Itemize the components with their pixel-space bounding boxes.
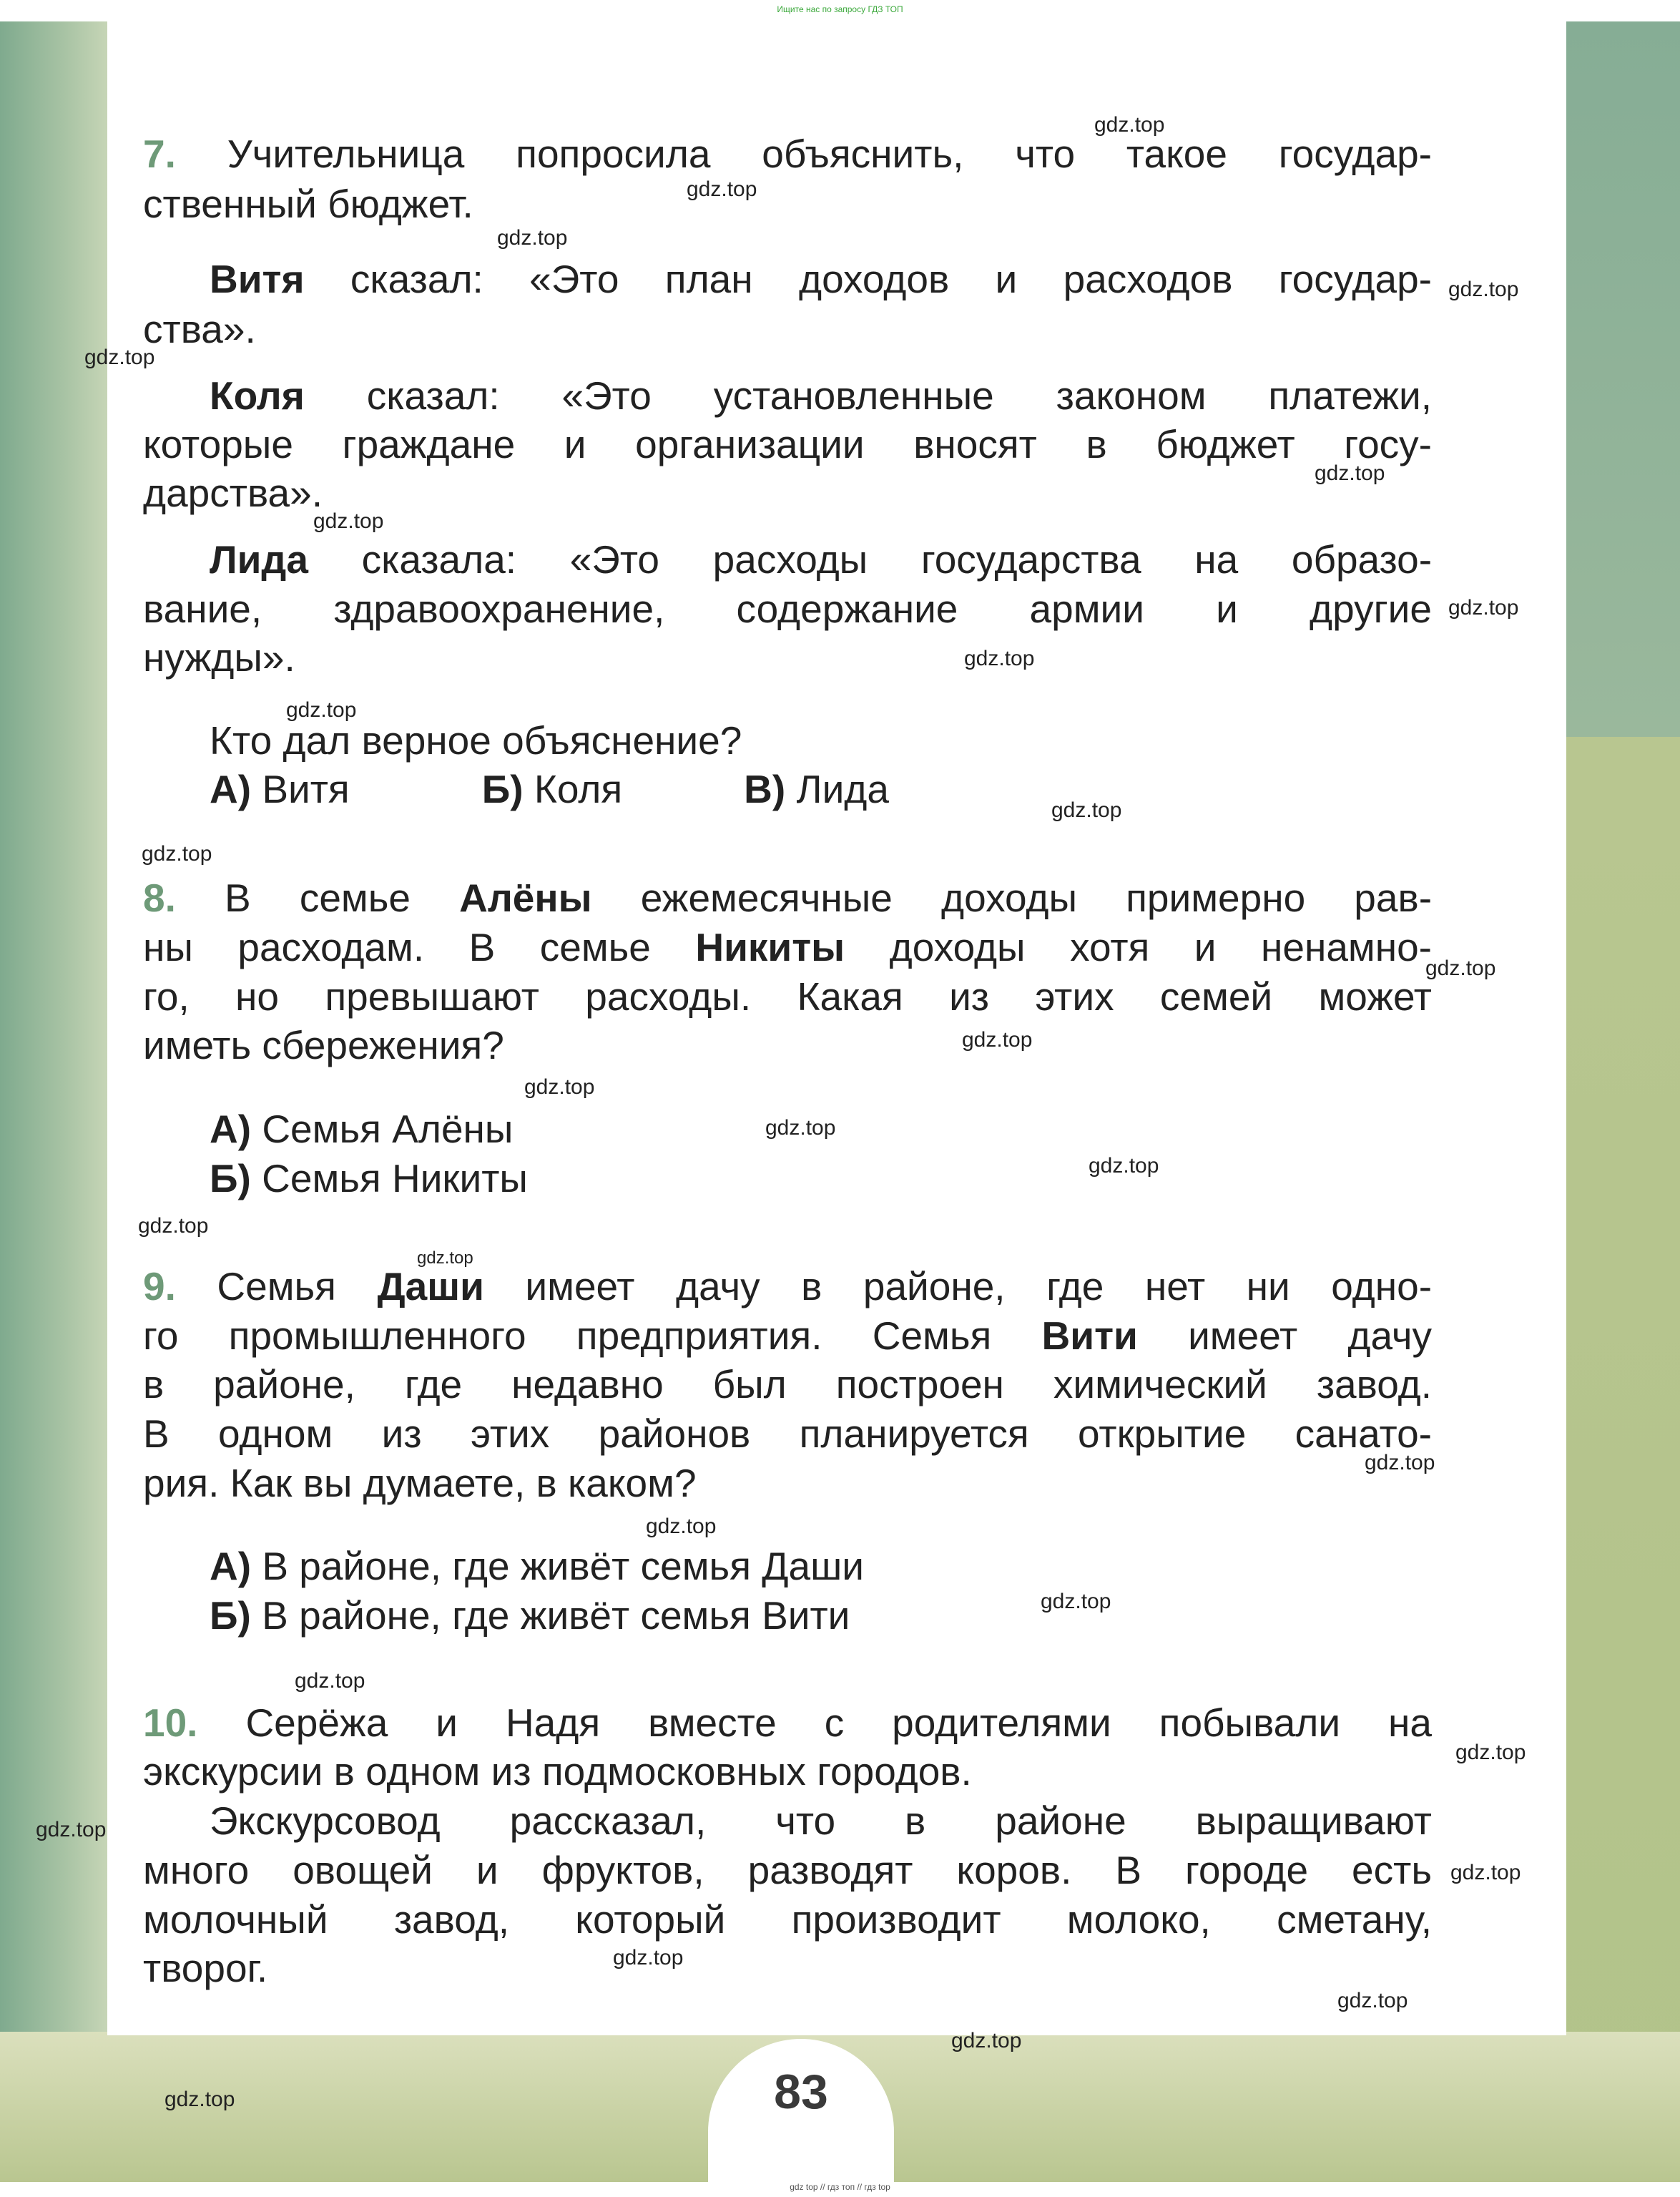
watermark: gdz.top [1425,956,1496,980]
task7-vitya-line1: Витя сказал: «Это план доходов и расходов государ- [210,257,1432,301]
watermark: gdz.top [295,1669,365,1693]
watermark: gdz.top [687,177,757,201]
task7-lida-line2: вание, здравоохранение, содержание армии и другие [143,587,1432,631]
watermark: gdz.top [286,698,357,722]
task7-question: Кто дал верное объяснение? [210,718,742,763]
task7-options: А) Витя Б) Коля В) Лида [210,767,889,811]
watermark: gdz.top [1051,798,1122,822]
watermark: gdz.top [497,226,568,250]
task10-line6: творог. [143,1946,268,1990]
watermark: gdz.top [1450,1861,1521,1884]
watermark: gdz.top [613,1946,684,1970]
task8-line3: го, но превышают расходы. Какая из этих семей может [143,974,1432,1019]
watermark: gdz.top [1089,1154,1159,1178]
watermark: gdz.top [36,1818,107,1841]
page-number: 83 [774,2065,828,2119]
task8-line1: 8. В семье Алёны ежемесячные доходы примерно рав- [143,876,1433,920]
background-right-green [1566,21,1680,737]
task7-line1: 7. Учительница попросила объяснить, что такое государ- [143,132,1432,176]
task8-option-b: Б) Семья Никиты [210,1156,528,1200]
watermark: gdz.top [1455,1741,1526,1764]
task7-lida-line1: Лида сказала: «Это расходы государства на образо- [210,537,1433,582]
footer-note: gdz top // гдз топ // гдз top [790,2182,890,2192]
watermark: gdz.top [1365,1451,1435,1474]
task7-kolya-line1: Коля сказал: «Это установленные законом платежи, [210,373,1432,418]
task9-line4: В одном из этих районов планируется открытие санато- [143,1411,1432,1456]
task7-lida-line3: нужды». [143,635,295,680]
watermark: gdz.top [1448,278,1519,301]
task9-option-a: А) В районе, где живёт семья Даши [210,1544,864,1588]
task7-kolya-line2: которые граждане и организации вносят в бюджет госу- [143,422,1432,466]
task8-line4: иметь сбережения? [143,1023,504,1067]
task8-line2: ны расходам. В семье Никиты доходы хотя и ненамно- [143,925,1433,969]
task7-vitya-line2: ства». [143,307,256,351]
task9-line5: рия. Как вы думаете, в каком? [143,1461,697,1505]
background-right-olive [1566,737,1680,2182]
task10-line1: 10. Серёжа и Надя вместе с родителями побывали на [143,1701,1433,1745]
watermark: gdz.top [1448,596,1519,620]
watermark: gdz.top [313,509,384,533]
watermark: gdz.top [138,1214,209,1238]
task10-line5: молочный завод, который производит молоко, сметану, [143,1897,1432,1942]
watermark: gdz.top [164,2088,235,2111]
watermark: gdz.top [142,842,212,866]
task7-line2: ственный бюджет. [143,182,473,226]
watermark: gdz.top [962,1028,1033,1052]
watermark: gdz.top [964,647,1035,670]
watermark: gdz.top [524,1075,595,1099]
watermark: gdz.top [1094,113,1165,137]
task9-line2: го промышленного предприятия. Семья Вити имеет дачу [143,1313,1433,1358]
task10-line3: Экскурсовод рассказал, что в районе выращивают [210,1799,1432,1843]
task10-line2: экскурсии в одном из подмосковных городов. [143,1749,972,1794]
watermark: gdz.top [1315,461,1385,485]
header-note: Ищите нас по запросу ГДЗ ТОП [777,4,903,14]
task9-option-b: Б) В районе, где живёт семья Вити [210,1593,850,1638]
watermark: gdz.top [84,346,155,369]
watermark: gdz.top [1337,1989,1408,2012]
watermark: gdz.top [417,1248,473,1268]
watermark: gdz.top [951,2029,1022,2052]
task7-kolya-line3: дарства». [143,471,323,515]
watermark: gdz.top [646,1515,717,1538]
task9-line3: в районе, где недавно был построен химический завод. [143,1362,1432,1406]
watermark: gdz.top [765,1116,836,1140]
watermark: gdz.top [1041,1590,1111,1613]
task10-line4: много овощей и фруктов, разводят коров. В городе есть [143,1848,1432,1892]
task9-line1: 9. Семья Даши имеет дачу в районе, где нет ни одно- [143,1264,1433,1308]
task8-option-a: А) Семья Алёны [210,1107,514,1151]
